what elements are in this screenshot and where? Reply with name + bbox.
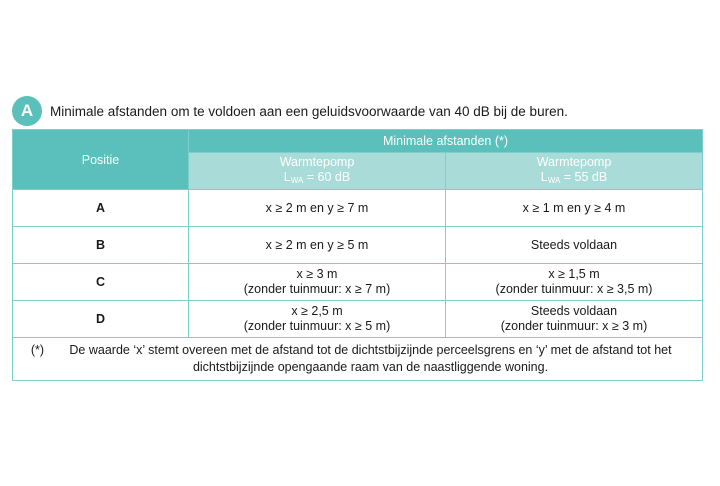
header-title: Warmtepomp <box>279 154 355 169</box>
cell-line: (zonder tuinmuur: x ≥ 3 m) <box>500 319 648 333</box>
footnote <box>13 338 703 381</box>
header-l: L <box>540 169 548 184</box>
table-row <box>13 264 703 301</box>
table-row <box>13 190 703 227</box>
cell-line: x ≥ 2,5 m <box>291 304 343 318</box>
row-position: A <box>13 190 189 227</box>
header-l: L <box>283 169 291 184</box>
distance-cell <box>446 301 703 338</box>
header-title: Warmtepomp <box>536 154 612 169</box>
cell-line: x ≥ 1,5 m <box>548 267 600 281</box>
row-position: D <box>13 301 189 338</box>
cell-line: (zonder tuinmuur: x ≥ 5 m) <box>243 319 391 333</box>
cell-line: x ≥ 1 m en y ≥ 4 m <box>522 200 626 215</box>
row-position: B <box>13 227 189 264</box>
cell-line: (zonder tuinmuur: x ≥ 7 m) <box>243 282 391 296</box>
distance-cell <box>446 190 703 227</box>
cell-line: Steeds voldaan <box>530 237 618 252</box>
distance-cell <box>189 264 446 301</box>
header-min-distances: Minimale afstanden (*) <box>189 130 703 153</box>
distance-cell <box>189 301 446 338</box>
heading-text: Minimale afstanden om te voldoen aan een geluidsvoorwaarde van 40 dB bij de buren. <box>50 103 568 119</box>
row-position: C <box>13 264 189 301</box>
distance-cell <box>446 227 703 264</box>
distance-table <box>12 129 703 381</box>
header-value: = 55 dB <box>560 169 608 184</box>
footnote-text: De waarde ‘x’ stemt overeen met de afstand tot de dichtstbijzijnde perceelsgrens en ‘y’ met de afstand tot het dichtstbijzijnde opengaande raam van de naastliggende woning. <box>69 343 672 374</box>
cell-line: x ≥ 2 m en y ≥ 7 m <box>265 200 369 215</box>
header-heatpump-60 <box>189 153 446 190</box>
header-position: Positie <box>13 130 189 190</box>
table-row <box>13 301 703 338</box>
header-value: = 60 dB <box>303 169 351 184</box>
cell-line: x ≥ 2 m en y ≥ 5 m <box>265 237 369 252</box>
cell-line: Steeds voldaan <box>530 304 618 318</box>
distance-cell <box>189 227 446 264</box>
section-badge: A <box>12 96 42 126</box>
footnote-mark: (*) <box>30 343 45 357</box>
cell-line: x ≥ 3 m <box>296 267 338 281</box>
header-sub: WA <box>547 175 561 185</box>
table-heading <box>12 96 568 126</box>
header-sub: WA <box>290 175 304 185</box>
distance-cell <box>446 264 703 301</box>
cell-line: (zonder tuinmuur: x ≥ 3,5 m) <box>495 282 653 296</box>
table-row <box>13 227 703 264</box>
header-heatpump-55 <box>446 153 703 190</box>
distance-cell <box>189 190 446 227</box>
